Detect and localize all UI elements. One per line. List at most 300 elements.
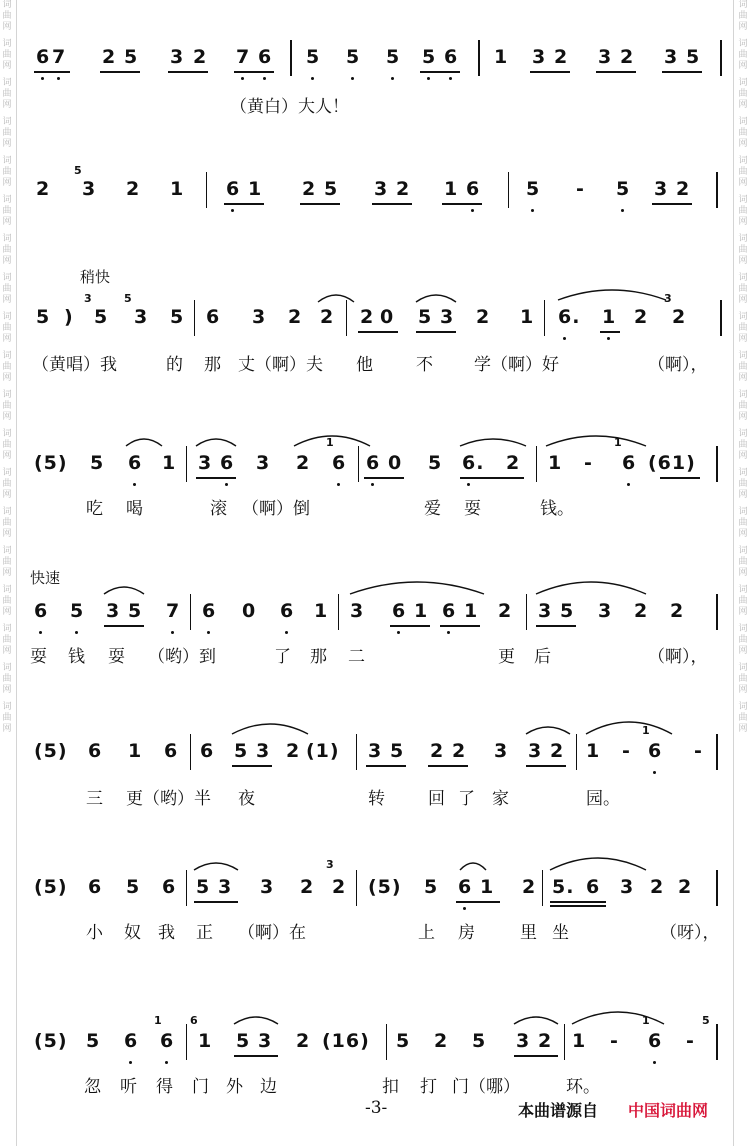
watermark-label: 词 曲 网 bbox=[2, 624, 12, 656]
watermark-label: 词 曲 网 bbox=[738, 624, 748, 656]
slur bbox=[534, 578, 648, 596]
lyric: 边 bbox=[260, 1077, 277, 1096]
barline bbox=[716, 172, 718, 208]
underline bbox=[428, 765, 468, 767]
note: 3 bbox=[350, 600, 365, 622]
note: 5 bbox=[396, 1030, 411, 1052]
watermark-label: 词 曲 网 bbox=[738, 507, 748, 539]
note: 6 bbox=[124, 1030, 139, 1052]
low-dot bbox=[263, 77, 266, 80]
watermark-label: 词 曲 网 bbox=[738, 663, 748, 695]
note: 5 bbox=[428, 452, 443, 474]
lyric: 更（哟）半 bbox=[126, 789, 211, 808]
low-dot bbox=[311, 77, 314, 80]
staff-8 bbox=[30, 1014, 724, 1064]
note: 6 bbox=[586, 876, 601, 898]
lyrics-8 bbox=[30, 1072, 730, 1098]
note: 5 bbox=[124, 46, 139, 68]
lyric: 夜 bbox=[238, 789, 255, 808]
watermark-label: 词 曲 网 bbox=[2, 195, 12, 227]
note: 3 bbox=[82, 178, 97, 200]
low-dot bbox=[241, 77, 244, 80]
low-dot bbox=[607, 337, 610, 340]
barline bbox=[338, 594, 339, 630]
barline bbox=[716, 446, 718, 482]
staff-2 bbox=[30, 164, 724, 212]
note: 3 bbox=[256, 740, 271, 762]
slur bbox=[102, 582, 146, 596]
barline bbox=[564, 1024, 565, 1060]
watermark-label: 词 曲 网 bbox=[738, 546, 748, 578]
underline bbox=[530, 71, 570, 73]
lyric: 二 bbox=[348, 647, 365, 666]
note: 1 bbox=[128, 740, 143, 762]
low-dot bbox=[531, 209, 534, 212]
underline bbox=[390, 625, 430, 627]
lyric: 我 bbox=[158, 923, 175, 942]
underline bbox=[34, 71, 70, 73]
note: 3 bbox=[620, 876, 635, 898]
lyric: 环。 bbox=[566, 1077, 600, 1096]
note: 3 bbox=[538, 600, 553, 622]
note: 6 bbox=[366, 452, 381, 474]
lyrics-5 bbox=[30, 642, 730, 668]
grace-note: 3 bbox=[664, 292, 672, 305]
note: 1 bbox=[248, 178, 263, 200]
barline bbox=[544, 300, 545, 336]
lyric: （啊）， bbox=[648, 647, 708, 666]
note: 1 bbox=[586, 740, 601, 762]
note: 2 bbox=[554, 46, 569, 68]
brand-link[interactable]: 中国词曲网 bbox=[628, 1103, 709, 1120]
low-dot bbox=[447, 631, 450, 634]
note: 2 bbox=[678, 876, 693, 898]
lyrics-6 bbox=[30, 784, 730, 810]
slur bbox=[316, 290, 356, 304]
note: 1 bbox=[464, 600, 479, 622]
note: 1 bbox=[414, 600, 429, 622]
lyric: 更 bbox=[498, 647, 515, 666]
underline bbox=[358, 331, 398, 333]
low-dot bbox=[471, 209, 474, 212]
note: 2 bbox=[126, 178, 141, 200]
grace-note: 3 bbox=[326, 858, 334, 871]
note: 1 bbox=[494, 46, 509, 68]
lyric: 后 bbox=[534, 647, 551, 666]
underline bbox=[300, 203, 340, 205]
grace-note: 5 bbox=[74, 164, 82, 177]
watermark-label: 词 曲 网 bbox=[738, 0, 748, 32]
note: - bbox=[694, 740, 703, 762]
note: 7 bbox=[166, 600, 181, 622]
underline bbox=[440, 625, 480, 627]
note: 5 bbox=[170, 306, 185, 328]
slur bbox=[292, 432, 372, 448]
underline bbox=[596, 71, 636, 73]
note: 2 bbox=[288, 306, 303, 328]
underline bbox=[364, 477, 404, 479]
note: 7 bbox=[236, 46, 251, 68]
lyric: 坐 bbox=[552, 923, 569, 942]
watermark-label: 词 曲 网 bbox=[2, 546, 12, 578]
lyric: （啊）在 bbox=[238, 923, 306, 942]
low-dot bbox=[397, 631, 400, 634]
note: ) bbox=[64, 306, 74, 328]
note: 5 bbox=[390, 740, 405, 762]
barline bbox=[478, 40, 480, 76]
note: 2 bbox=[650, 876, 665, 898]
lyric: 他 bbox=[356, 355, 373, 374]
note: 5 bbox=[236, 1030, 251, 1052]
note: 5 bbox=[86, 1030, 101, 1052]
low-dot bbox=[129, 1061, 132, 1064]
underline bbox=[514, 1055, 558, 1057]
lyric: 正 bbox=[196, 923, 213, 942]
note: 2 bbox=[300, 876, 315, 898]
watermark-label: 词 曲 网 bbox=[738, 117, 748, 149]
lyric: 奴 bbox=[124, 923, 141, 942]
lyric: 那 bbox=[204, 355, 221, 374]
note: 2 bbox=[620, 46, 635, 68]
staff-3 bbox=[30, 292, 724, 340]
note: 5 bbox=[418, 306, 433, 328]
grace-note: 3 bbox=[84, 292, 92, 305]
note: (16) bbox=[322, 1030, 370, 1052]
note: 2 bbox=[296, 1030, 311, 1052]
grace-note: 5 bbox=[702, 1014, 710, 1027]
note: 3 bbox=[258, 1030, 273, 1052]
staff-5 bbox=[30, 594, 724, 634]
note: 2 bbox=[396, 178, 411, 200]
low-dot bbox=[57, 77, 60, 80]
lyric: 扣 bbox=[382, 1077, 399, 1096]
staff-7 bbox=[30, 858, 724, 910]
note: 2 bbox=[476, 306, 491, 328]
barline bbox=[386, 1024, 387, 1060]
note: 6 bbox=[220, 452, 235, 474]
watermark-label: 词 曲 网 bbox=[738, 702, 748, 734]
note: 1 bbox=[444, 178, 459, 200]
low-dot bbox=[351, 77, 354, 80]
watermark-label: 词 曲 网 bbox=[2, 702, 12, 734]
barline bbox=[536, 446, 537, 482]
barline bbox=[194, 300, 195, 336]
note: 3 bbox=[198, 452, 213, 474]
note: - bbox=[622, 740, 631, 762]
low-dot bbox=[653, 1061, 656, 1064]
lyric: 里 bbox=[520, 923, 537, 942]
note: 2 bbox=[286, 740, 301, 762]
barline bbox=[190, 594, 191, 630]
watermark-label: 词 曲 网 bbox=[2, 0, 12, 32]
watermark-label: 词 曲 网 bbox=[738, 273, 748, 305]
note: 2 bbox=[102, 46, 117, 68]
low-dot bbox=[285, 631, 288, 634]
note: 1 bbox=[520, 306, 535, 328]
note: 3 bbox=[260, 876, 275, 898]
note: 3 bbox=[256, 452, 271, 474]
underline bbox=[194, 901, 238, 903]
watermark-label: 词 曲 网 bbox=[738, 312, 748, 344]
note: 5 bbox=[346, 46, 361, 68]
barline bbox=[186, 1024, 187, 1060]
lyric: 三 bbox=[86, 789, 103, 808]
note: 3 bbox=[532, 46, 547, 68]
slur bbox=[192, 858, 240, 872]
lyric: 那 bbox=[310, 647, 327, 666]
underline bbox=[442, 203, 482, 205]
lyric: 的 bbox=[166, 355, 183, 374]
right-watermark-column bbox=[736, 0, 750, 735]
note: 3 bbox=[134, 306, 149, 328]
note: 0 bbox=[242, 600, 257, 622]
note: 5 bbox=[560, 600, 575, 622]
barline bbox=[186, 446, 187, 482]
low-dot bbox=[75, 631, 78, 634]
note: 5 bbox=[94, 306, 109, 328]
underline bbox=[234, 71, 274, 73]
note: 3 bbox=[368, 740, 383, 762]
note: 1 bbox=[602, 306, 617, 328]
underline bbox=[456, 901, 500, 903]
slur bbox=[348, 578, 486, 596]
watermark-label: 词 曲 网 bbox=[738, 585, 748, 617]
note: 6 bbox=[332, 452, 347, 474]
barline bbox=[526, 594, 527, 630]
note: 2 bbox=[498, 600, 513, 622]
note: 6. bbox=[558, 306, 581, 328]
underline bbox=[416, 331, 456, 333]
staff-1 bbox=[30, 40, 724, 80]
lyric: （黄唱）我 bbox=[32, 355, 117, 374]
note: 2 bbox=[676, 178, 691, 200]
watermark-label: 词 曲 网 bbox=[2, 468, 12, 500]
note: 6 bbox=[36, 46, 51, 68]
note: 6 bbox=[162, 876, 177, 898]
low-dot bbox=[467, 483, 470, 486]
note: 6 bbox=[128, 452, 143, 474]
note: 6 bbox=[88, 740, 103, 762]
slur bbox=[232, 1012, 280, 1026]
note: 3 bbox=[170, 46, 185, 68]
lyric: 滚 bbox=[210, 499, 227, 518]
note: 3 bbox=[218, 876, 233, 898]
grace-note: 5 bbox=[124, 292, 132, 305]
note: 3 bbox=[494, 740, 509, 762]
lyric: 钱。 bbox=[540, 499, 574, 518]
source-label: 本曲谱源自 bbox=[518, 1103, 599, 1120]
note: 1 bbox=[548, 452, 563, 474]
lyric: 打 bbox=[420, 1077, 437, 1096]
lyrics-3 bbox=[30, 350, 730, 376]
lyric: 爱 bbox=[424, 499, 441, 518]
underline bbox=[550, 905, 606, 907]
staff-4 bbox=[30, 436, 724, 486]
low-dot bbox=[41, 77, 44, 80]
underline bbox=[600, 331, 620, 333]
note: 3 bbox=[516, 1030, 531, 1052]
barline bbox=[358, 446, 359, 482]
note: 5 bbox=[386, 46, 401, 68]
low-dot bbox=[463, 907, 466, 910]
barline bbox=[716, 1024, 718, 1060]
watermark-label: 词 曲 网 bbox=[2, 663, 12, 695]
note: 6 bbox=[200, 740, 215, 762]
note: 2 bbox=[452, 740, 467, 762]
underline bbox=[550, 901, 606, 903]
grace-note: 1 bbox=[642, 724, 650, 737]
barline bbox=[716, 594, 718, 630]
watermark-label: 词 曲 网 bbox=[2, 117, 12, 149]
note: 5 bbox=[70, 600, 85, 622]
barline bbox=[716, 734, 718, 770]
underline bbox=[652, 203, 692, 205]
note: 3 bbox=[654, 178, 669, 200]
low-dot bbox=[563, 337, 566, 340]
tempo-slightly-faster: 稍快 bbox=[80, 269, 111, 286]
barline bbox=[508, 172, 509, 208]
note: 5 bbox=[324, 178, 339, 200]
note: (5) bbox=[34, 876, 68, 898]
note: 2 bbox=[320, 306, 335, 328]
lyric: 回 bbox=[428, 789, 445, 808]
barline bbox=[720, 40, 722, 76]
slur bbox=[584, 718, 674, 736]
lyric: 丈（啊）夫 bbox=[238, 355, 323, 374]
watermark-label: 词 曲 网 bbox=[738, 156, 748, 188]
note: 5 bbox=[526, 178, 541, 200]
left-edge-line bbox=[16, 0, 17, 1146]
note: 1 bbox=[572, 1030, 587, 1052]
watermark-label: 词 曲 网 bbox=[738, 78, 748, 110]
lyric: 耍 bbox=[30, 647, 47, 666]
underline bbox=[234, 1055, 278, 1057]
lyric: 转 bbox=[368, 789, 385, 808]
note: 6 bbox=[444, 46, 459, 68]
low-dot bbox=[371, 483, 374, 486]
lyric: （呀）， bbox=[660, 923, 720, 942]
barline bbox=[542, 870, 543, 906]
lyric: 得 bbox=[156, 1077, 173, 1096]
grace-note: 1 bbox=[326, 436, 334, 449]
note: 3 bbox=[528, 740, 543, 762]
slur bbox=[570, 1008, 666, 1026]
grace-note: 6 bbox=[190, 1014, 198, 1027]
low-dot bbox=[171, 631, 174, 634]
barline bbox=[186, 870, 187, 906]
slur bbox=[414, 290, 458, 304]
lyric: 吃 bbox=[86, 499, 103, 518]
watermark-label: 词 曲 网 bbox=[738, 351, 748, 383]
watermark-label: 词 曲 网 bbox=[2, 429, 12, 461]
lyric: （哟）到 bbox=[148, 647, 216, 666]
note: 2 bbox=[672, 306, 687, 328]
note: - bbox=[686, 1030, 695, 1052]
lyric: 小 bbox=[86, 923, 103, 942]
low-dot bbox=[337, 483, 340, 486]
watermark-label: 词 曲 网 bbox=[2, 585, 12, 617]
note: 1 bbox=[162, 452, 177, 474]
barline bbox=[206, 172, 207, 208]
watermark-label: 词 曲 网 bbox=[2, 351, 12, 383]
low-dot bbox=[449, 77, 452, 80]
note: (5) bbox=[34, 452, 68, 474]
note: 5 bbox=[128, 600, 143, 622]
note: 5 bbox=[90, 452, 105, 474]
note: 1 bbox=[314, 600, 329, 622]
watermark-label: 词 曲 网 bbox=[2, 39, 12, 71]
note: 2 bbox=[634, 306, 649, 328]
low-dot bbox=[207, 631, 210, 634]
note: 6 bbox=[258, 46, 273, 68]
lyric: 门 bbox=[192, 1077, 209, 1096]
lyric: 听 bbox=[120, 1077, 137, 1096]
barline bbox=[356, 734, 357, 770]
note: 2 bbox=[302, 178, 317, 200]
lyric: 房 bbox=[458, 923, 475, 942]
note: 3 bbox=[598, 600, 613, 622]
note: 6 bbox=[206, 306, 221, 328]
lyric: 家 bbox=[492, 789, 509, 808]
note: 0 bbox=[388, 452, 403, 474]
low-dot bbox=[627, 483, 630, 486]
underline bbox=[536, 625, 576, 627]
note: (1) bbox=[306, 740, 340, 762]
note: 3 bbox=[440, 306, 455, 328]
low-dot bbox=[391, 77, 394, 80]
underline bbox=[420, 71, 460, 73]
note: 2 bbox=[538, 1030, 553, 1052]
watermark-label: 词 曲 网 bbox=[2, 78, 12, 110]
page-number: -3- bbox=[365, 1098, 388, 1118]
underline bbox=[526, 765, 566, 767]
note: 6 bbox=[466, 178, 481, 200]
barline bbox=[346, 300, 347, 336]
low-dot bbox=[653, 771, 656, 774]
note: (5) bbox=[34, 740, 68, 762]
note: 6 bbox=[648, 740, 663, 762]
staff-6 bbox=[30, 724, 724, 774]
barline bbox=[290, 40, 292, 76]
slur bbox=[124, 434, 164, 448]
lyrics-4 bbox=[30, 494, 730, 520]
note: 3 bbox=[598, 46, 613, 68]
note: 5 bbox=[422, 46, 437, 68]
slur bbox=[556, 286, 668, 302]
left-watermark-column bbox=[0, 0, 14, 735]
lyric: 耍 bbox=[108, 647, 125, 666]
underline bbox=[660, 477, 700, 479]
barline bbox=[190, 734, 191, 770]
note: 3 bbox=[374, 178, 389, 200]
note: 2 bbox=[36, 178, 51, 200]
note: 6 bbox=[226, 178, 241, 200]
slur bbox=[458, 858, 488, 872]
note: 6 bbox=[164, 740, 179, 762]
note: - bbox=[584, 452, 593, 474]
note: (5) bbox=[34, 1030, 68, 1052]
note: 1 bbox=[198, 1030, 213, 1052]
low-dot bbox=[427, 77, 430, 80]
underline bbox=[196, 477, 236, 479]
slur bbox=[544, 432, 648, 448]
slur bbox=[512, 1012, 560, 1026]
note: 6 bbox=[202, 600, 217, 622]
note: 5 bbox=[424, 876, 439, 898]
low-dot bbox=[39, 631, 42, 634]
lyrics-7 bbox=[30, 918, 730, 944]
note: 2 bbox=[506, 452, 521, 474]
